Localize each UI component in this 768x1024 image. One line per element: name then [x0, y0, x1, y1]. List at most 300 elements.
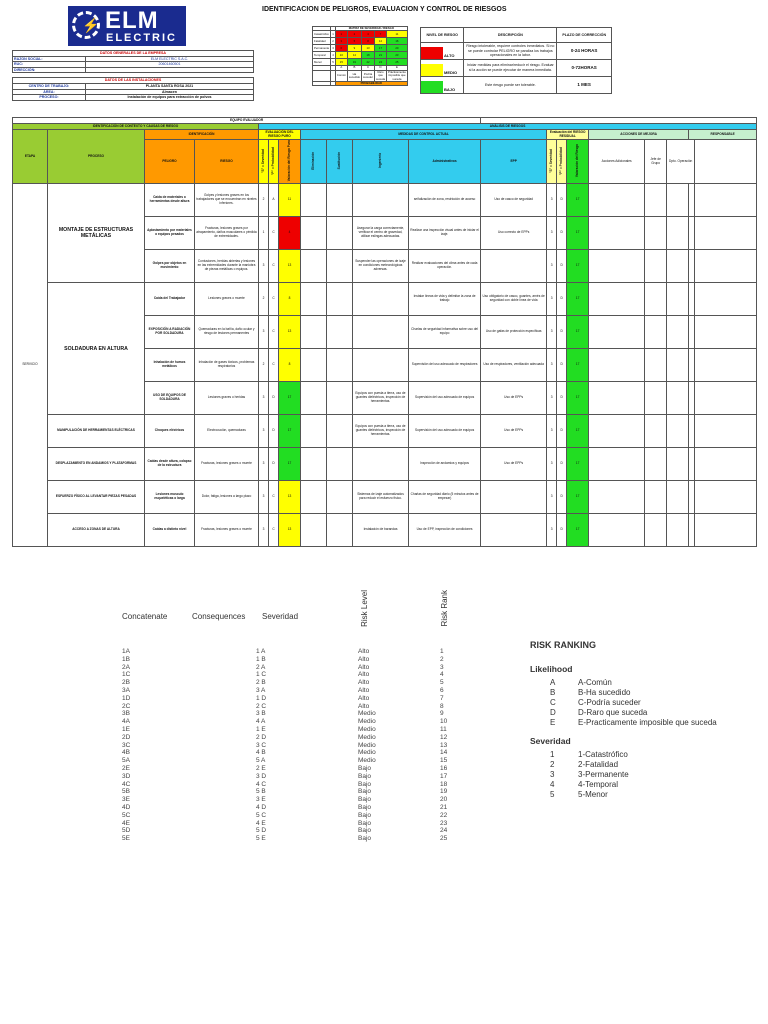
likelihood-item: B B-Ha sucedido — [550, 688, 631, 697]
likelihood-item: D D-Raro que suceda — [550, 708, 648, 717]
matrix-row-num: 2 — [331, 38, 336, 45]
col-valoracion: Valoración del Riesgo Puro — [286, 140, 291, 182]
company-data-table — [12, 50, 254, 101]
control-epp-cell: Uso correcto de EPPs — [481, 217, 547, 250]
probabilidad-cell: C — [269, 283, 279, 316]
severidad-cell: 1 — [259, 217, 269, 250]
matrix-row-num: 4 — [331, 52, 336, 59]
installation-header: DATOS DE LAS INSTALACIONES — [13, 78, 254, 84]
control-elim-cell — [301, 184, 327, 217]
legend-level: MEDIO — [421, 60, 464, 77]
matrix-row-label: Catastrófico — [313, 31, 331, 38]
res-sev-cell: 3 — [547, 349, 557, 382]
ranking-row: 4B 4 B Medio 14 — [122, 749, 448, 757]
installation-value: Almacen — [86, 89, 254, 95]
probabilidad-cell: D — [269, 415, 279, 448]
matrix-cell: 14 — [347, 52, 361, 59]
severidad-cell: 3 — [259, 415, 269, 448]
col-acciones: Acciones Adicionales — [589, 140, 645, 184]
control-epp-cell: Uso de EPPs — [481, 448, 547, 481]
ranking-headers — [122, 590, 542, 648]
severity-item: 1 1-Catastrófico — [550, 750, 628, 759]
col-supervisor: Dpto. Operación — [667, 140, 695, 184]
col-probabilidad: "P" = Probabilidad — [270, 146, 275, 175]
peligro-cell: Aplastamiento por materiales o equipos pesados — [145, 217, 195, 250]
control-epp-cell: Uso de gafas de protección específicas — [481, 316, 547, 349]
matrix-col-label: Podría suceder — [362, 70, 375, 81]
res-prob-cell: D — [557, 283, 567, 316]
res-prob-cell: D — [557, 184, 567, 217]
control-sust-cell — [327, 283, 353, 316]
res-sev-cell: 3 — [547, 217, 557, 250]
company-logo — [68, 6, 186, 46]
legend-header: PLAZO DE CORRECCIÓN — [557, 28, 612, 43]
control-ing-cell — [353, 448, 409, 481]
control-ing-cell: Instalación de barandas — [353, 514, 409, 547]
res-val-cell: 17 — [567, 217, 589, 250]
proceso-cell: DESPLAZAMIENTO EN ANDAMIOS Y PLATAFORMAS — [48, 448, 145, 481]
severity-title: Severidad — [530, 736, 571, 746]
matrix-cell: 4 — [362, 31, 375, 38]
control-adm-cell: Supervisión del uso adecuado de equipos — [409, 415, 481, 448]
ranking-row: 5D 5 D Bajo 24 — [122, 827, 448, 835]
control-epp-cell: Uso de casco de seguridad — [481, 184, 547, 217]
ranking-row: 5E 5 E Bajo 25 — [122, 835, 448, 843]
res-sev-cell: 3 — [547, 382, 557, 415]
severity-item: 2 2-Fatalidad — [550, 760, 619, 769]
matrix-col-label: Común — [335, 70, 347, 81]
control-epp-cell: Uso obligatorio de casco, guantes, arnés de seguridad con doble línea de vida — [481, 283, 547, 316]
probabilidad-cell: C — [269, 217, 279, 250]
ranking-row: 5A 5 A Medio 15 — [122, 757, 448, 765]
likelihood-item: A A-Común — [550, 678, 612, 687]
severity-item: 5 5-Menor — [550, 790, 608, 799]
control-ing-cell: Asegurar la carga correctamente, verificar el centro de gravedad, utilizar eslingas adecuadas. — [353, 217, 409, 250]
control-adm-cell: Instalar líneas de vida y delimitar la zona de trabajo — [409, 283, 481, 316]
probabilidad-cell: D — [269, 448, 279, 481]
matrix-row-num: 1 — [331, 31, 336, 38]
company-label: RAZON SOCIAL: — [13, 56, 86, 62]
severidad-cell: 2 — [259, 349, 269, 382]
riesgo-cell: Dolor, fatiga, lesiones a largo plazo — [195, 481, 259, 514]
res-prob-cell: D — [557, 415, 567, 448]
control-elim-cell — [301, 448, 327, 481]
res-prob-cell: D — [557, 316, 567, 349]
peligro-cell: Lesiones musculo esqueléticas o larga — [145, 481, 195, 514]
iperc-matrix — [12, 117, 757, 547]
riesgo-cell: Contusiones, heridas abiertas y lesiones en las extremidades durante la maniobra de piezas metálicas o equipos. — [195, 250, 259, 283]
ranking-header: Concatenate — [122, 612, 168, 621]
control-epp-cell — [481, 250, 547, 283]
proceso-cell: MANIPULACIÓN DE HERRAMIENTAS ELÉCTRICAS — [48, 415, 145, 448]
control-sust-cell — [327, 217, 353, 250]
responsible-header: RESPONSABLE — [689, 130, 757, 140]
matrix-cell: 5 — [347, 38, 361, 45]
ranking-header: Severidad — [262, 612, 299, 621]
installation-label: PROCESO: — [13, 95, 86, 101]
control-epp-cell: Uso de EPPs — [481, 382, 547, 415]
probabilidad-cell: D — [269, 382, 279, 415]
matrix-col-label: Raro que suceda — [375, 69, 386, 81]
ranking-row: 1A 1 A Alto 1 — [122, 648, 444, 655]
legend-desc: Iniciar medidas para eliminar/reducir el riesgo. Evaluar si la acción se puede ejecutar de manera inmediata. — [464, 60, 557, 77]
ranking-header-vertical: Risk Level — [360, 590, 369, 627]
ranking-row: 4D 4 D Bajo 21 — [122, 803, 448, 811]
peligro-cell: Caída de materiales o herramientas desde altura — [145, 184, 195, 217]
installation-value: Instalación de equipos para extracción de polvos — [86, 95, 254, 101]
control-sust-cell — [327, 514, 353, 547]
riesgo-cell: Quemaduras en la bañía, daño ocular y riesgo de lesiones permanentes — [195, 316, 259, 349]
res-val-cell: 17 — [567, 481, 589, 514]
ranking-row: 4C 4 C Bajo 18 — [122, 780, 448, 788]
matrix-row-num: 5 — [331, 59, 336, 66]
control-epp-cell — [481, 514, 547, 547]
res-sev-cell: 3 — [547, 316, 557, 349]
matrix-footer: PROBABILIDAD — [335, 82, 407, 86]
res-prob-cell: D — [557, 514, 567, 547]
matrix-cell: 10 — [335, 52, 347, 59]
control-sust-cell — [327, 349, 353, 382]
matrix-cell: 7 — [374, 31, 386, 38]
matrix-cell: 6 — [335, 45, 347, 52]
company-label: DIRECCIÓN: — [13, 67, 86, 73]
matrix-cell: 13 — [362, 45, 375, 52]
valoracion-cell: 8 — [279, 349, 301, 382]
control-ing-cell — [353, 349, 409, 382]
valoracion-cell: 11 — [279, 184, 301, 217]
control-sust-cell — [327, 448, 353, 481]
control-adm-cell: Inspección de andamios y equipos — [409, 448, 481, 481]
matrix-title: MATRIZ DE SEVERIDAD / RIESGO — [335, 27, 407, 31]
control-ing-cell: Suspender las operaciones de izaje en condiciones meteorológicas adversas. — [353, 250, 409, 283]
valoracion-cell: 13 — [279, 316, 301, 349]
res-val-cell: 17 — [567, 349, 589, 382]
matrix-cell: 21 — [374, 52, 386, 59]
res-sev-cell: 3 — [547, 250, 557, 283]
ranking-row: 3A 3 A Alto 6 — [122, 686, 444, 694]
peligro-cell: USO DE EQUIPOS DE SOLDADURA — [145, 382, 195, 415]
col-jefe: Jefe de Grupo — [645, 140, 667, 184]
legend-header: NIVEL DE RIESGO — [421, 28, 464, 43]
group-analysis: ANÁLISIS DE RIESGOS — [259, 124, 757, 130]
legend-desc: Riesgo intolerable, requiere controles inmediatos. Si no se puede controlar PELIGRO se paraliza los trabajos operacionales en la labor. — [464, 43, 557, 60]
ranking-row: 2D 2 D Medio 12 — [122, 733, 448, 741]
severidad-cell: 3 — [259, 481, 269, 514]
ranking-row: 4E 4 E Bajo 23 — [122, 819, 448, 827]
ranking-row: 1C 1 C Alto 4 — [122, 671, 444, 679]
ranking-row: 1D 1 D Alto 7 — [122, 694, 444, 702]
col-severidad: "S" = Severidad — [260, 148, 265, 173]
res-prob-cell: D — [557, 448, 567, 481]
control-adm-cell: Uso de EPP, inspección de condiciones — [409, 514, 481, 547]
matrix-col-letter: C — [362, 66, 375, 70]
matrix-cell: 19 — [347, 59, 361, 66]
peligro-cell: Choques eléctricos — [145, 415, 195, 448]
risk-row — [13, 481, 757, 514]
riesgo-cell: Golpes y lesiones graves en los trabajadores que se encuentran en niveles inferiores. — [195, 184, 259, 217]
control-sust-cell — [327, 481, 353, 514]
control-sust-cell — [327, 382, 353, 415]
res-prob-cell: D — [557, 382, 567, 415]
control-sust-cell — [327, 415, 353, 448]
risk-row — [13, 415, 757, 448]
res-sev-cell: 3 — [547, 283, 557, 316]
installation-value: PLANTA SANTA ROSA 2021 — [86, 83, 254, 89]
col-eliminacion: Eliminación — [310, 151, 315, 170]
valoracion-cell: 17 — [279, 448, 301, 481]
col-etapa: ETAPA — [13, 130, 48, 184]
valoracion-cell: 17 — [279, 382, 301, 415]
control-elim-cell — [301, 481, 327, 514]
ranking-row: 2C 2 C Alto 8 — [122, 702, 444, 710]
control-elim-cell — [301, 514, 327, 547]
matrix-cell: 8 — [362, 38, 375, 45]
legend-desc: Este riesgo puede ser tolerable. — [464, 77, 557, 94]
riesgo-cell: Fracturas, lesiones graves o muerte — [195, 514, 259, 547]
peligro-cell: Inhalación de humos metálicos — [145, 349, 195, 382]
matrix-col-letter: D — [374, 66, 386, 70]
matrix-row-label: Menor — [313, 59, 331, 66]
res-val-cell: 17 — [567, 448, 589, 481]
peligro-cell: Caída del Trabajador — [145, 283, 195, 316]
risk-row — [13, 283, 757, 316]
control-adm-cell: Supervisión del uso adecuado de equipos — [409, 382, 481, 415]
matrix-col-letter: B — [347, 66, 361, 70]
control-elim-cell — [301, 217, 327, 250]
company-label: RUC: — [13, 62, 86, 68]
control-adm-cell: señalización de zona, restricción de acceso — [409, 184, 481, 217]
riesgo-cell: Fracturas, lesiones graves o muerte — [195, 448, 259, 481]
col-res-sev: "S" = Severidad — [548, 148, 553, 173]
matrix-cell: 23 — [387, 52, 408, 59]
ranking-row: 1B 1 B Alto 2 — [122, 655, 444, 663]
gear-icon — [72, 11, 100, 39]
legend-swatch — [421, 81, 443, 93]
severidad-cell: 3 — [259, 250, 269, 283]
probabilidad-cell: C — [269, 349, 279, 382]
severidad-cell: 3 — [259, 382, 269, 415]
matrix-row-label: Fatalidad — [313, 38, 331, 45]
document-title: IDENTIFICACION DE PELIGROS, EVALUACION Y CONTROL DE RIESGOS — [262, 6, 507, 13]
control-ing-cell — [353, 283, 409, 316]
matrix-col-letter: E — [387, 66, 408, 70]
severidad-cell: 3 — [259, 448, 269, 481]
col-riesgo: RIESGO — [195, 140, 259, 184]
bolt-icon: ⚡ — [82, 17, 100, 33]
severity-item: 4 4-Temporal — [550, 780, 619, 789]
control-elim-cell — [301, 283, 327, 316]
ranking-rows — [122, 648, 542, 843]
legend-swatch — [421, 47, 443, 59]
control-adm-cell: Realizar evaluaciones del clima antes de cada operación. — [409, 250, 481, 283]
risk-row — [13, 514, 757, 547]
severidad-cell: 3 — [259, 316, 269, 349]
res-prob-cell: D — [557, 217, 567, 250]
matrix-col-label: Ha sucedido — [347, 70, 361, 81]
logo-text: ELM — [105, 7, 159, 34]
matrix-cell: 1 — [335, 31, 347, 38]
ranking-row: 3D 3 D Bajo 17 — [122, 772, 448, 780]
ranking-row: 4A 4 A Medio 10 — [122, 718, 448, 726]
legend-term: 0-24 HORAS — [557, 43, 612, 60]
matrix-row-num: 3 — [331, 45, 336, 52]
control-epp-cell: Uso de respiradores, ventilación adecuada — [481, 349, 547, 382]
legend-swatch — [421, 64, 443, 76]
matrix-cell: 2 — [347, 31, 361, 38]
res-val-cell: 17 — [567, 415, 589, 448]
team-label: EQUIPO EVALUADOR — [13, 118, 481, 124]
matrix-cell: 17 — [374, 45, 386, 52]
probabilidad-cell: C — [269, 481, 279, 514]
valoracion-cell: 8 — [279, 283, 301, 316]
control-elim-cell — [301, 250, 327, 283]
res-val-cell: 17 — [567, 283, 589, 316]
res-val-cell: 17 — [567, 184, 589, 217]
res-prob-cell: D — [557, 250, 567, 283]
legend-header: DESCRIPCIÓN — [464, 28, 557, 43]
control-elim-cell — [301, 415, 327, 448]
matrix-cell: 22 — [362, 59, 375, 66]
control-ing-cell — [353, 316, 409, 349]
ranking-row: 3E 3 E Bajo 20 — [122, 796, 448, 804]
riesgo-cell: Lesiones graves o heridas — [195, 382, 259, 415]
severity-item: 3 3-Permanente — [550, 770, 629, 779]
col-proceso: PROCESO — [48, 130, 145, 184]
res-sev-cell: 3 — [547, 415, 557, 448]
control-sust-cell — [327, 250, 353, 283]
res-prob-cell: D — [557, 349, 567, 382]
residual-header: Evaluación del RIESGO RESIDUAL — [547, 130, 589, 140]
severidad-cell: 3 — [259, 514, 269, 547]
valoracion-cell: 17 — [279, 415, 301, 448]
control-sust-cell — [327, 184, 353, 217]
valoracion-cell: 4 — [279, 217, 301, 250]
control-elim-cell — [301, 382, 327, 415]
matrix-cell: 24 — [374, 59, 386, 66]
matrix-row-label: Temporal — [313, 52, 331, 59]
valoracion-cell: 13 — [279, 250, 301, 283]
probabilidad-cell: A — [269, 184, 279, 217]
risk-row — [13, 184, 757, 217]
probabilidad-cell: C — [269, 250, 279, 283]
res-prob-cell: D — [557, 481, 567, 514]
ranking-header-vertical: Risk Rank — [440, 590, 449, 627]
severidad-cell: 2 — [259, 283, 269, 316]
matrix-cell: 18 — [362, 52, 375, 59]
control-epp-cell — [481, 481, 547, 514]
riesgo-cell: Electrocución, quemaduras — [195, 415, 259, 448]
matrix-cell: 25 — [387, 59, 408, 66]
col-res-prob: "P" = Probabilidad — [558, 146, 563, 175]
risk-ranking-title: RISK RANKING — [530, 640, 597, 650]
control-ing-cell: Equipos con puesta a tierra, uso de guantes dieléctricos, inspección de herramientas. — [353, 415, 409, 448]
evaluation-header: EVALUACIÓN DEL RIESGO PURO — [259, 130, 301, 140]
company-value: ELM ELECTRIC S.A.C. — [86, 56, 254, 62]
matrix-cell: 16 — [387, 38, 408, 45]
res-sev-cell: 3 — [547, 184, 557, 217]
ranking-section — [122, 590, 542, 843]
ranking-row: 3B 3 B Medio 9 — [122, 710, 444, 718]
matrix-cell: 12 — [374, 38, 386, 45]
proceso-cell: ESFUERZO FÍSICO AL LEVANTAR PIEZAS PESADAS — [48, 481, 145, 514]
matrix-cell: 15 — [335, 59, 347, 66]
control-ing-cell: Sistemas de izaje automatizados para reducir el esfuerzo físico. — [353, 481, 409, 514]
control-sust-cell — [327, 316, 353, 349]
res-val-cell: 17 — [567, 316, 589, 349]
company-header: DATOS GENERALES DE LA EMPRESA — [13, 51, 254, 57]
col-res-val: Valoración del Riesgo — [574, 144, 579, 178]
res-val-cell: 17 — [567, 250, 589, 283]
ranking-row: 2A 2 A Alto 3 — [122, 663, 444, 671]
legend-level: ALTO — [421, 43, 464, 60]
ranking-row: 5B 5 B Bajo 19 — [122, 788, 448, 796]
severidad-cell: 2 — [259, 184, 269, 217]
res-val-cell: 17 — [567, 382, 589, 415]
res-sev-cell: 3 — [547, 481, 557, 514]
risk-row — [13, 448, 757, 481]
likelihood-item: C C-Podría suceder — [550, 698, 641, 707]
ranking-row: 5C 5 C Bajo 22 — [122, 811, 448, 819]
matrix-row-label: Permanente — [313, 45, 331, 52]
ranking-row: 3C 3 C Medio 13 — [122, 741, 448, 749]
col-ingenieria: Ingeniería — [377, 153, 382, 169]
legend-level: BAJO — [421, 77, 464, 94]
control-epp-cell: Uso de EPPs — [481, 415, 547, 448]
control-ing-cell — [353, 184, 409, 217]
control-adm-cell: Charlas de seguridad informativa sobre uso del equipo — [409, 316, 481, 349]
res-val-cell: 17 — [567, 514, 589, 547]
legend-term: 0-72HORAS — [557, 60, 612, 77]
col-peligro: PELIGRO — [145, 140, 195, 184]
control-elim-cell — [301, 349, 327, 382]
peligro-cell: Caídas a distinto nivel — [145, 514, 195, 547]
proceso-cell: MONTAJE DE ESTRUCTURAS METÁLICAS — [48, 184, 145, 283]
ranking-header: Consequences — [192, 612, 246, 621]
matrix-col-letter: A — [335, 66, 347, 70]
probabilidad-cell: C — [269, 514, 279, 547]
col-sustitucion: Sustitución — [336, 151, 341, 170]
control-adm-cell: Supervisión del uso adecuado de respiradores — [409, 349, 481, 382]
col-administrativos: Administrativos — [432, 158, 457, 163]
likelihood-item: E E-Practicamente imposible que suceda — [550, 718, 717, 727]
riesgo-cell: Fracturas, lesiones graves por atrapamiento, daños musculares o pérdida de extremidades. — [195, 217, 259, 250]
res-sev-cell: 3 — [547, 448, 557, 481]
ranking-row: 2B 2 B Alto 5 — [122, 679, 444, 687]
group-ident: IDENTIFICACIÓN DE CONTEXTO Y CAUSAS DE RIESGO — [13, 124, 259, 130]
matrix-cell: 9 — [347, 45, 361, 52]
etapa-cell: SERVICIO — [13, 184, 48, 547]
matrix-col-label: Prácticamente imposible que suceda — [388, 69, 406, 81]
peligro-cell: Golpes por objetos en movimiento — [145, 250, 195, 283]
control-adm-cell: Charlas de seguridad diario (5 minutos antes de empezar) — [409, 481, 481, 514]
control-elim-cell — [301, 316, 327, 349]
matrix-cell: 3 — [335, 38, 347, 45]
identification-header: IDENTIFICACIÓN — [145, 130, 259, 140]
ranking-row: 2E 2 E Bajo 16 — [122, 764, 448, 772]
actions-header: ACCIONES DE MEJORA — [589, 130, 689, 140]
valoracion-cell: 13 — [279, 514, 301, 547]
control-ing-cell: Equipos con puesta a tierra, uso de guantes dieléctricos, inspección de herramientas. — [353, 382, 409, 415]
installation-label: CENTRO DE TRABAJO: — [13, 83, 86, 89]
probabilidad-cell: C — [269, 316, 279, 349]
logo-subtext: ELECTRIC — [106, 32, 177, 44]
valoracion-cell: 13 — [279, 481, 301, 514]
company-value: 20601460501 — [86, 62, 254, 68]
controls-header: MEDIDAS DE CONTROL ACTUAL — [301, 130, 547, 140]
matrix-cell: 11 — [387, 31, 408, 38]
severity-matrix — [312, 26, 408, 86]
likelihood-title: Likelihood — [530, 664, 573, 674]
